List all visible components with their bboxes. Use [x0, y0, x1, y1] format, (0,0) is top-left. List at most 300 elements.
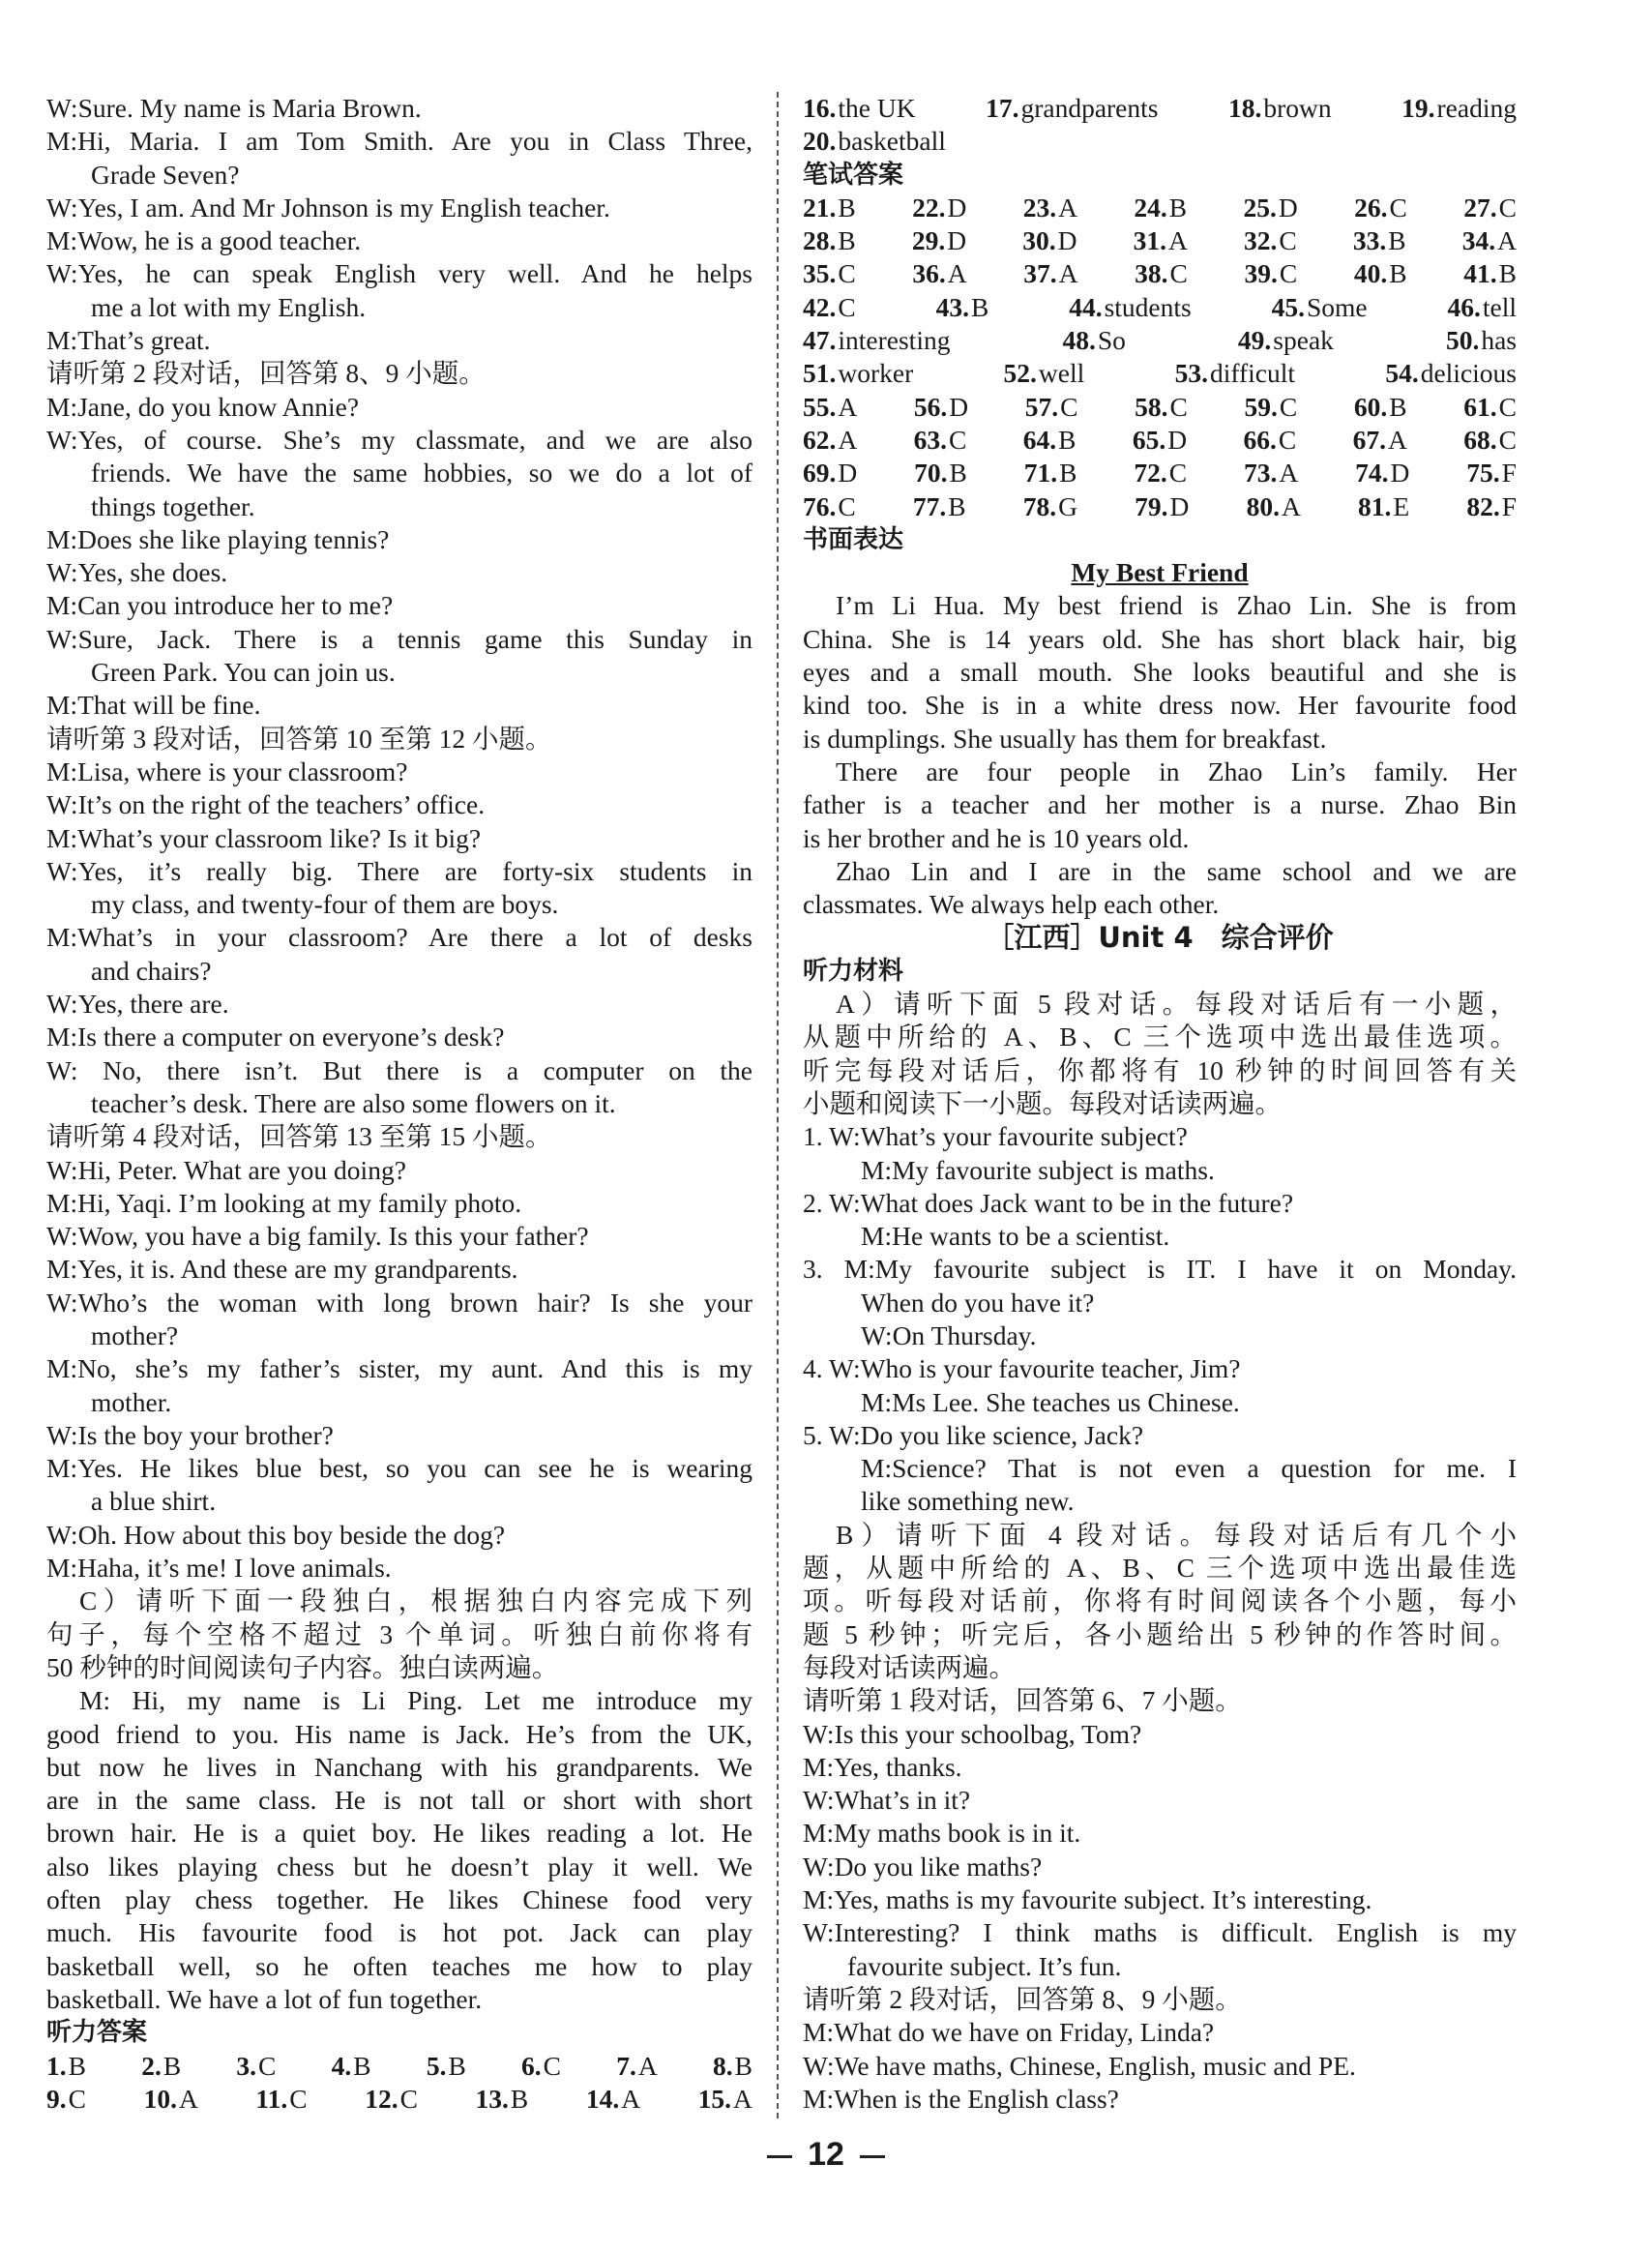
- answer-value: B: [970, 291, 989, 322]
- answer-value: D: [947, 225, 967, 256]
- answer-value: A: [838, 391, 858, 422]
- answer-item: [1004, 357, 1085, 390]
- answer-number: 9.: [46, 2083, 67, 2114]
- answer-value: has: [1481, 325, 1517, 356]
- answer-value: the UK: [838, 93, 916, 123]
- answer-item: [1355, 457, 1409, 489]
- transcript-line: are in the same class. He is not tall or short with short: [46, 1785, 752, 1816]
- answer-value: F: [1501, 458, 1517, 489]
- essay-title: My Best Friend: [1071, 557, 1249, 588]
- answer-number: 4.: [331, 2050, 352, 2081]
- answer-number: 38.: [1135, 258, 1168, 289]
- answer-item: [803, 391, 857, 424]
- answer-number: 35.: [803, 258, 837, 289]
- answer-item: [1245, 257, 1298, 290]
- answer-number: 28.: [803, 225, 837, 256]
- answer-value: B: [1168, 192, 1188, 222]
- answer-number: 33.: [1352, 225, 1387, 256]
- transcript-line: 题，从题中所给的 A、B、C 三个选项中选出最佳选: [803, 1553, 1517, 1584]
- answer-item: [1463, 391, 1517, 424]
- answer-value: C: [1279, 225, 1297, 256]
- answer-item: [1353, 224, 1406, 257]
- transcript-line: W:Sure. My name is Maria Brown.: [46, 93, 422, 123]
- answer-row: [803, 224, 1517, 257]
- answer-number: 5.: [426, 2050, 447, 2081]
- transcript-line: W:We have maths, Chinese, English, music and PE.: [803, 2050, 1356, 2081]
- transcript-line: M:Haha, it’s me! I love animals.: [46, 1553, 392, 1584]
- transcript-line: W:Yes, of course. She’s my classmate, and we are also: [46, 424, 752, 455]
- answer-number: 82.: [1466, 490, 1500, 521]
- answer-item: [1463, 192, 1517, 224]
- answer-value: F: [1501, 490, 1517, 521]
- transcript-line: 1. W:What’s your favourite subject?: [803, 1121, 1188, 1152]
- answer-number: 59.: [1244, 391, 1278, 422]
- answer-item: [1353, 424, 1407, 457]
- left-column: [46, 92, 752, 2116]
- answer-value: B: [1058, 424, 1077, 455]
- answer-item: [1463, 424, 1517, 457]
- transcript-line: W:Is this your schoolbag, Tom?: [803, 1718, 1142, 1749]
- answer-number: 80.: [1246, 490, 1280, 521]
- answer-number: 67.: [1352, 424, 1386, 455]
- answer-value: C: [543, 2050, 561, 2081]
- answer-value: B: [448, 2050, 466, 2081]
- answer-number: 45.: [1271, 291, 1305, 322]
- answer-item: [1247, 490, 1301, 523]
- answer-item: [1228, 92, 1332, 125]
- answer-number: 55.: [803, 391, 837, 422]
- answer-number: 3.: [236, 2050, 257, 2081]
- answer-item: [1023, 257, 1077, 290]
- answer-value: B: [949, 458, 967, 489]
- answer-item: [914, 391, 968, 424]
- answer-value: C: [1389, 192, 1407, 222]
- answer-value: C: [258, 2050, 277, 2081]
- answer-item: [803, 357, 913, 390]
- answer-item: [914, 457, 967, 489]
- answer-number: 36.: [912, 258, 946, 289]
- answer-number: 2.: [141, 2050, 162, 2081]
- answer-item: [914, 424, 967, 457]
- answer-number: 17.: [986, 93, 1019, 123]
- answer-item: [936, 291, 989, 324]
- answer-number: 71.: [1023, 458, 1058, 489]
- transcript-line: M:What’s in your classroom? Are there a lot of desks: [46, 922, 752, 953]
- answer-item: [1238, 324, 1334, 357]
- answer-item: [1446, 324, 1517, 357]
- answer-item: [803, 457, 857, 489]
- answer-value: B: [1388, 225, 1406, 256]
- answer-item: [1354, 192, 1407, 224]
- answer-item: [521, 2050, 561, 2083]
- transcript-line: my class, and twenty-four of them are boys.: [91, 889, 559, 920]
- transcript-line: M:That’s great.: [46, 325, 211, 356]
- essay-line: China. She is 14 years old. She has short black hair, big: [803, 623, 1517, 654]
- answer-number: 64.: [1022, 424, 1057, 455]
- answer-value: A: [637, 2050, 658, 2081]
- answer-value: C: [1498, 192, 1517, 222]
- answer-row: [803, 490, 1517, 523]
- transcript-line: Grade Seven?: [91, 159, 240, 190]
- transcript-line: 从题中所给的 A、B、C 三个选项中选出最佳选项。: [803, 1022, 1517, 1052]
- transcript-line: M:Yes, thanks.: [803, 1751, 962, 1782]
- answer-item: [986, 92, 1158, 125]
- answer-value: B: [353, 2050, 371, 2081]
- transcript-line: M:My favourite subject is maths.: [861, 1154, 1215, 1185]
- answer-value: C: [1169, 391, 1188, 422]
- transcript-line: friends. We have the same hobbies, so we do a lot of: [91, 458, 752, 489]
- answer-row: [803, 424, 1517, 457]
- transcript-line: mother.: [91, 1386, 172, 1417]
- answer-number: 7.: [616, 2050, 636, 2081]
- answer-value: B: [1498, 258, 1517, 289]
- answer-value: Some: [1306, 291, 1368, 322]
- answer-value: C: [399, 2083, 418, 2114]
- page-number-dash-left: [767, 2155, 792, 2158]
- answer-row: [803, 391, 1517, 424]
- answer-value: C: [1168, 458, 1188, 489]
- answer-item: [1401, 92, 1517, 125]
- answer-row: [803, 92, 1517, 125]
- answer-value: C: [838, 258, 856, 289]
- answer-item: [1175, 357, 1295, 390]
- transcript-line: B）请听下面 4 段对话。每段对话后有几个小: [836, 1519, 1517, 1550]
- transcript-line: M:My maths book is in it.: [803, 1818, 1081, 1849]
- answer-number: 65.: [1132, 424, 1166, 455]
- answer-number: 14.: [585, 2083, 620, 2114]
- transcript-line: M:Yes, it is. And these are my grandparents.: [46, 1254, 518, 1285]
- answer-value: difficult: [1209, 358, 1296, 389]
- answer-item: [1133, 424, 1187, 457]
- transcript-line: but now he lives in Nanchang with his grandparents. We: [46, 1751, 752, 1782]
- answer-number: 13.: [475, 2083, 509, 2114]
- answer-number: 69.: [803, 458, 837, 489]
- answer-number: 16.: [803, 93, 837, 123]
- essay-line: classmates. We always help each other.: [803, 889, 1220, 920]
- answer-value: A: [1168, 225, 1188, 256]
- answer-item: [1385, 357, 1517, 390]
- transcript-line: W:Who’s the woman with long brown hair? Is she your: [46, 1287, 752, 1318]
- answer-value: students: [1104, 291, 1192, 322]
- page-number-value: 12: [808, 2136, 844, 2173]
- answer-item: [1245, 391, 1298, 424]
- answer-value: speak: [1273, 325, 1334, 356]
- answer-item: [1244, 224, 1297, 257]
- transcript-line: M:Wow, he is a good teacher.: [46, 225, 362, 256]
- answer-item: [1023, 490, 1077, 523]
- answer-number: 39.: [1244, 258, 1278, 289]
- answer-item: [144, 2083, 198, 2116]
- answer-value: grandparents: [1020, 93, 1159, 123]
- answer-number: 8.: [712, 2050, 733, 2081]
- answer-value: D: [1390, 458, 1410, 489]
- answer-number: 29.: [911, 225, 946, 256]
- answer-row: [803, 257, 1517, 290]
- transcript-line: 句子，每个空格不超过 3 个单词。听独白前你将有: [46, 1618, 752, 1649]
- transcript-line: W:Do you like maths?: [803, 1851, 1043, 1882]
- answer-item: [1134, 457, 1187, 489]
- transcript-line: C）请听下面一段独白，根据独白内容完成下列: [79, 1585, 752, 1616]
- transcript-line: favourite subject. It’s fun.: [847, 1950, 1122, 1981]
- transcript-line: W:Hi, Peter. What are you doing?: [46, 1154, 406, 1185]
- answer-value: A: [1058, 258, 1078, 289]
- answer-number: 74.: [1355, 458, 1389, 489]
- answer-value: interesting: [838, 325, 951, 356]
- transcript-line: W:Wow, you have a big family. Is this your father?: [46, 1221, 589, 1252]
- transcript-line: 项。听每段对话前，你将有时间阅读各个小题，每小: [803, 1585, 1517, 1616]
- transcript-line: basketball. We have a lot of fun together.: [46, 1983, 483, 2014]
- transcript-line: often play chess together. He likes Chinese food very: [46, 1884, 752, 1915]
- transcript-line: M:He wants to be a scientist.: [861, 1221, 1170, 1252]
- answer-value: B: [948, 490, 966, 521]
- answer-number: 11.: [255, 2083, 288, 2114]
- answer-value: tell: [1482, 291, 1517, 322]
- answer-number: 1.: [46, 2050, 67, 2081]
- written-answers-heading: 笔试答案: [803, 160, 904, 190]
- answer-item: [803, 490, 856, 523]
- transcript-line: 3. M:My favourite subject is IT. I have it on Monday.: [803, 1254, 1517, 1285]
- transcript-line: 听完每段对话后，你都将有 10 秒钟的时间回答有关: [803, 1054, 1517, 1085]
- transcript-line: When do you have it?: [861, 1287, 1095, 1318]
- answer-value: C: [289, 2083, 308, 2114]
- answer-row: [803, 457, 1517, 489]
- transcript-line: basketball well, so he often teaches me how to play: [46, 1950, 752, 1981]
- transcript-line: 每段对话读两遍。: [803, 1651, 1016, 1682]
- answer-item: [803, 92, 916, 125]
- answer-item: [698, 2083, 752, 2116]
- answer-number: 62.: [803, 424, 837, 455]
- transcript-line: W:Interesting? I think maths is difficult. English is my: [803, 1917, 1517, 1948]
- answer-value: D: [1278, 192, 1298, 222]
- transcript-line: like something new.: [861, 1486, 1075, 1517]
- transcript-line: W:Is the boy your brother?: [46, 1419, 334, 1450]
- transcript-line: 小题和阅读下一小题。每段对话读两遍。: [803, 1087, 1282, 1118]
- answer-number: 73.: [1243, 458, 1278, 489]
- answer-value: well: [1038, 358, 1085, 389]
- transcript-line: W:Yes, there are.: [46, 989, 229, 1020]
- answer-value: A: [1058, 192, 1077, 222]
- answer-value: B: [510, 2083, 529, 2114]
- essay-line: is her brother and he is 10 years old.: [803, 822, 1190, 853]
- answer-value: B: [162, 2050, 182, 2081]
- transcript-line: 4. W:Who is your favourite teacher, Jim?: [803, 1353, 1241, 1384]
- answer-number: 60.: [1353, 391, 1388, 422]
- answer-item: [1244, 192, 1298, 224]
- answer-item: [255, 2083, 307, 2116]
- transcript-line: W:On Thursday.: [861, 1319, 1037, 1350]
- unit-title: ［江西］Unit 4 综合评价: [986, 921, 1334, 955]
- answer-value: C: [1169, 258, 1188, 289]
- answer-item: [913, 490, 966, 523]
- answer-item: [1462, 224, 1517, 257]
- answer-value: A: [1387, 424, 1407, 455]
- transcript-line: M:Is there a computer on everyone’s desk?: [46, 1022, 505, 1052]
- answer-number: 40.: [1353, 258, 1388, 289]
- essay-line: Zhao Lin and I are in the same school and we are: [836, 855, 1517, 886]
- answer-number: 76.: [803, 490, 837, 521]
- answer-number: 81.: [1357, 490, 1392, 521]
- answer-number: 23.: [1022, 192, 1057, 222]
- answer-item: [586, 2083, 640, 2116]
- answer-item: [1069, 291, 1192, 324]
- answer-number: 43.: [935, 291, 969, 322]
- answer-row: [803, 192, 1517, 224]
- answer-item: [1134, 192, 1187, 224]
- answer-row: [803, 291, 1517, 324]
- answer-value: G: [1058, 490, 1077, 521]
- answer-value: D: [838, 458, 858, 489]
- answer-number: 79.: [1135, 490, 1168, 521]
- answer-item: [1354, 391, 1407, 424]
- transcript-line: a blue shirt.: [91, 1486, 217, 1517]
- transcript-line: M:Jane, do you know Annie?: [46, 391, 360, 422]
- transcript-line: W:Sure, Jack. There is a tennis game this Sunday in: [46, 623, 752, 654]
- answer-number: 15.: [697, 2083, 732, 2114]
- answer-value: D: [947, 192, 967, 222]
- transcript-line: M:Lisa, where is your classroom?: [46, 756, 408, 786]
- answer-value: B: [734, 2050, 752, 2081]
- essay-line: eyes and a small mouth. She looks beautiful and she is: [803, 657, 1517, 688]
- answer-number: 20.: [803, 126, 837, 157]
- answer-number: 51.: [803, 358, 837, 389]
- answer-number: 72.: [1134, 458, 1167, 489]
- answer-item: [616, 2050, 658, 2083]
- transcript-line: M:No, she’s my father’s sister, my aunt. And this is my: [46, 1353, 752, 1384]
- answer-value: brown: [1263, 93, 1332, 123]
- answer-number: 26.: [1354, 192, 1388, 222]
- transcript-line: W:What’s in it?: [803, 1785, 971, 1816]
- answer-item: [1244, 424, 1297, 457]
- answer-item: [912, 192, 966, 224]
- answer-item: [46, 2050, 86, 2083]
- answer-value: E: [1393, 490, 1410, 521]
- answer-value: A: [1281, 490, 1301, 521]
- answer-item: [1466, 490, 1517, 523]
- answer-item: [427, 2050, 466, 2083]
- essay-line: is dumplings. She usually has them for breakfast.: [803, 723, 1327, 754]
- answer-value: C: [1279, 258, 1298, 289]
- transcript-line: teacher’s desk. There are also some flowers on it.: [91, 1087, 616, 1118]
- transcript-line: W:Oh. How about this boy beside the dog?: [46, 1519, 506, 1550]
- answer-value: A: [1279, 458, 1299, 489]
- essay-line: father is a teacher and her mother is a nurse. Zhao Bin: [803, 789, 1517, 820]
- answer-value: C: [838, 490, 856, 521]
- answer-item: [1135, 257, 1188, 290]
- answer-number: 41.: [1463, 258, 1497, 289]
- transcript-line: 请听第 4 段对话，回答第 13 至第 15 小题。: [46, 1121, 552, 1152]
- transcript-line: W:Yes, he can speak English very well. And he helps: [46, 258, 752, 289]
- answer-item: [332, 2050, 371, 2083]
- answer-value: reading: [1436, 93, 1517, 123]
- answer-number: 47.: [803, 325, 837, 356]
- transcript-line: W:It’s on the right of the teachers’ office.: [46, 789, 486, 820]
- answer-number: 31.: [1133, 225, 1167, 256]
- answer-number: 58.: [1135, 391, 1168, 422]
- answer-value: B: [68, 2050, 86, 2081]
- answer-value: D: [949, 391, 969, 422]
- answer-value: A: [621, 2083, 641, 2114]
- transcript-line: M:Science? That is not even a question for me. I: [861, 1453, 1517, 1484]
- transcript-line: mother?: [91, 1319, 179, 1350]
- answer-number: 6.: [521, 2050, 542, 2081]
- answer-row: [46, 2083, 752, 2116]
- answer-item: [365, 2083, 418, 2116]
- answer-number: 22.: [912, 192, 946, 222]
- answer-number: 37.: [1023, 258, 1057, 289]
- answer-value: B: [1389, 258, 1407, 289]
- answer-item: [1354, 257, 1407, 290]
- answer-row: [803, 125, 1517, 158]
- answer-value: A: [733, 2083, 752, 2114]
- transcript-line: 2. W:What does Jack want to be in the future?: [803, 1187, 1294, 1218]
- transcript-line: M:That will be fine.: [46, 690, 261, 721]
- transcript-line: also likes playing chess but he doesn’t play it well. We: [46, 1851, 752, 1882]
- answer-number: 56.: [913, 391, 948, 422]
- essay-line: I’m Li Hua. My best friend is Zhao Lin. She is from: [836, 590, 1517, 621]
- transcript-line: good friend to you. His name is Jack. He’s from the UK,: [46, 1718, 752, 1749]
- listening-answers-heading: 听力答案: [46, 2018, 148, 2048]
- answer-number: 66.: [1243, 424, 1277, 455]
- answer-value: worker: [838, 358, 914, 389]
- answer-item: [1135, 490, 1189, 523]
- transcript-line: M:When is the English class?: [803, 2083, 1119, 2114]
- answer-number: 54.: [1385, 358, 1419, 389]
- answer-item: [476, 2083, 529, 2116]
- transcript-line: and chairs?: [91, 955, 212, 986]
- answer-item: [1135, 391, 1188, 424]
- transcript-line: 请听第 3 段对话，回答第 10 至第 12 小题。: [46, 723, 552, 754]
- transcript-line: 请听第 1 段对话，回答第 6、7 小题。: [803, 1685, 1242, 1716]
- answer-value: B: [838, 225, 856, 256]
- page-number-dash-right: [860, 2155, 885, 2158]
- answer-item: [1062, 324, 1125, 357]
- answer-item: [236, 2050, 276, 2083]
- answer-number: 61.: [1463, 391, 1497, 422]
- transcript-line: W:Yes, it’s really big. There are forty-six students in: [46, 855, 752, 886]
- answer-number: 44.: [1069, 291, 1103, 322]
- answer-item: [1466, 457, 1517, 489]
- transcript-line: much. His favourite food is hot pot. Jack can play: [46, 1917, 752, 1948]
- answer-number: 42.: [803, 291, 837, 322]
- answer-value: basketball: [838, 126, 946, 157]
- answer-number: 34.: [1461, 225, 1496, 256]
- page-number: [0, 2136, 1652, 2174]
- answer-number: 63.: [913, 424, 948, 455]
- answer-value: B: [1389, 391, 1407, 422]
- answer-number: 75.: [1466, 458, 1500, 489]
- answer-item: [713, 2050, 752, 2083]
- answer-item: [1025, 391, 1078, 424]
- answer-value: So: [1097, 325, 1126, 356]
- answer-item: [803, 257, 856, 290]
- answer-number: 25.: [1243, 192, 1277, 222]
- transcript-line: M:Can you introduce her to me?: [46, 590, 394, 621]
- transcript-line: M:Ms Lee. She teaches us Chinese.: [861, 1386, 1240, 1417]
- column-divider: [777, 92, 779, 2119]
- answer-number: 24.: [1134, 192, 1167, 222]
- transcript-line: 50 秒钟的时间阅读句子内容。独白读两遍。: [46, 1651, 559, 1682]
- transcript-line: M:Hi, Maria. I am Tom Smith. Are you in Class Three,: [46, 126, 752, 157]
- writing-heading: 书面表达: [803, 524, 904, 554]
- answer-value: A: [178, 2083, 198, 2114]
- answer-number: 46.: [1447, 291, 1481, 322]
- answer-item: [1022, 224, 1077, 257]
- answer-value: C: [838, 291, 856, 322]
- answer-value: C: [949, 424, 967, 455]
- transcript-line: things together.: [91, 490, 255, 521]
- essay-line: There are four people in Zhao Lin’s family. Her: [836, 756, 1517, 786]
- answer-number: 48.: [1062, 325, 1096, 356]
